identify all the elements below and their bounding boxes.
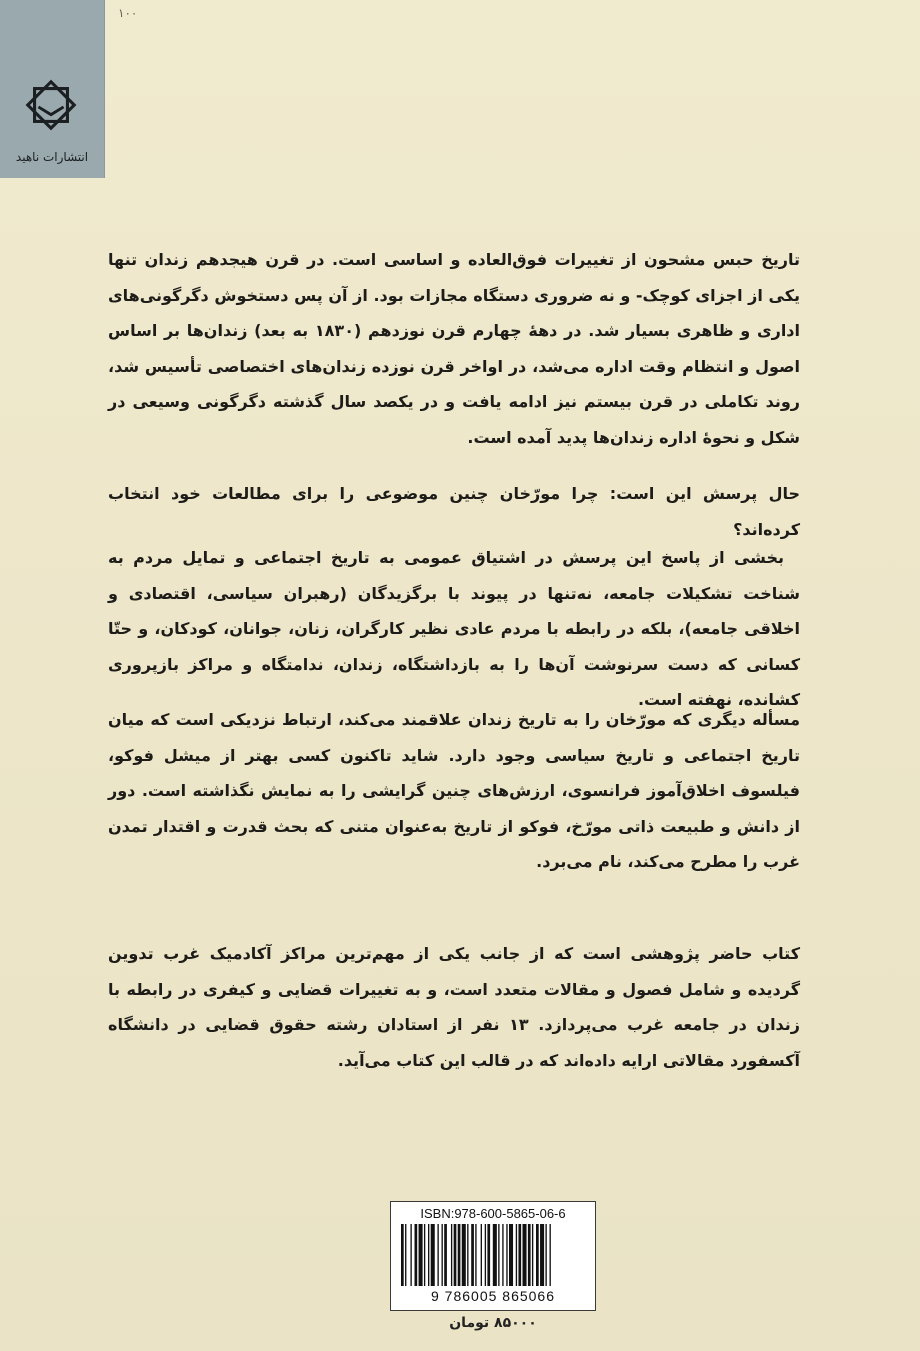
- barcode-bar: [540, 1224, 544, 1286]
- barcode-bar: [506, 1224, 507, 1286]
- publisher-name: انتشارات ناهید: [15, 150, 89, 164]
- paragraph-foucault: مسأله دیگری که مورّخان را به تاریخ زندان علاقمند می‌کند، ارتباط نزدیکی است که میان تاریخ اجتماعی و تاریخ سیاسی وجود دارد. شاید تاکنون کسی بهتر از میشل فوکو، فیلسوف اخلاق‌آموز فرانسوی، ارزش‌های چنین گرایشی را به نمایش نگذاشته است. دور از دانش و طبیعت ذاتی مورّخ، فوکو از تاریخ به‌عنوان متنی که بحث قدرت و اقتدار تمدن غرب را مطرح می‌کند، نام می‌برد.: [108, 710, 800, 871]
- isbn-label: ISBN:978-600-5865-06-6: [420, 1206, 566, 1221]
- barcode-panel: [390, 1201, 596, 1311]
- barcode-bar: [550, 1224, 551, 1286]
- barcode-bar: [467, 1224, 468, 1286]
- barcode-bar: [405, 1224, 406, 1286]
- barcode-bar: [485, 1224, 486, 1286]
- barcode-bar: [523, 1224, 527, 1286]
- barcode-bar: [462, 1224, 466, 1286]
- barcode-bar: [498, 1224, 499, 1286]
- barcode-bars: [401, 1224, 585, 1286]
- barcode-digits: 9 786005 865066: [431, 1288, 555, 1304]
- barcode-bar: [431, 1224, 435, 1286]
- barcode-bar: [410, 1224, 411, 1286]
- handwritten-mark: ١٠٠: [118, 6, 138, 20]
- paragraph-question: حال پرسش این است: چرا مورّخان چنین موضوعی را برای مطالعات خود انتخاب کرده‌اند؟: [108, 484, 800, 539]
- barcode-bar: [532, 1224, 533, 1286]
- barcode-bar: [442, 1224, 443, 1286]
- paragraph-answer: بخشی از پاسخ این پرسش در اشتیاق عمومی به تاریخ اجتماعی و تمایل مردم به شناخت تشکیلات جامعه، نه‌تنها در پیوند با برگزیدگان (رهبران سیاسی، اقتصادی و اخلاقی جامعه)، بلکه در رابطه با مردم عادی نظیر کارگران، زنان، جوانان، کودکان، و حتّا کسانی که دست سرنوشت آن‌ها را به بازداشتگاه، زندان، ندامتگاه و مراکز بازپروری کشانده، نهفته است.: [108, 548, 800, 709]
- barcode-bar: [516, 1224, 517, 1286]
- barcode-bar: [424, 1224, 425, 1286]
- barcode-bar: [518, 1224, 521, 1286]
- barcode-bar: [487, 1224, 490, 1286]
- paragraph-book: کتاب حاضر پژوهشی است که از جانب یکی از مهم‌ترین مراکز آکادمیک غرب تدوین گردیده و شامل فصول و مقالات متعدد است، و به تغییرات قضایی و کیفری در رابطه با زندان در جامعه غرب می‌پردازد. ۱۳ نفر از استادان رشته حقوق قضایی در دانشگاه آکسفورد مقالاتی ارایه داده‌اند که در قالب این کتاب می‌آید.: [108, 944, 801, 1070]
- barcode-bar: [419, 1224, 423, 1286]
- barcode-bar: [536, 1224, 539, 1286]
- barcode-bar: [493, 1224, 497, 1286]
- barcode-bar: [528, 1224, 531, 1286]
- barcode-bar: [545, 1224, 546, 1286]
- barcode-bar: [471, 1224, 474, 1286]
- eight-point-star-book-icon: [22, 76, 80, 134]
- barcode-bar: [444, 1224, 447, 1286]
- barcode-bar: [428, 1224, 429, 1286]
- publisher-tab: [0, 0, 105, 178]
- barcode-bar: [451, 1224, 452, 1286]
- barcode-bar: [509, 1224, 513, 1286]
- barcode-bar: [401, 1224, 404, 1286]
- barcode-bar: [415, 1224, 418, 1286]
- barcode-bar: [437, 1224, 438, 1286]
- barcode-bar: [458, 1224, 461, 1286]
- price-label: ۸۵۰۰۰ تومان: [449, 1315, 537, 1331]
- barcode-bar: [454, 1224, 457, 1286]
- barcode-bar: [502, 1224, 503, 1286]
- barcode-bar: [481, 1224, 482, 1286]
- barcode-bar: [475, 1224, 476, 1286]
- paragraph-history: تاریخ حبس مشحون از تغییرات فوق‌العاده و اساسی است. در قرن هیجدهم زندان تنها یکی از اجزای کوچک- و نه ضروری دستگاه مجازات بود. از آن پس دستخوش دگرگونی‌های اداری و ظاهری بسیار شد. در دههٔ چهارم قرن نوزدهم (۱۸۳۰ به بعد) زندان‌ها بر اساس اصول و انتظام وقت اداره می‌شد، در اواخر قرن نوزده زندان‌های اختصاصی تأسیس شد، روند تکاملی در قرن بیستم نیز ادامه یافت و در یکصد سال گذشته دگرگونی وسیعی در شکل و نحوهٔ اداره زندان‌ها پدید آمده است.: [108, 250, 801, 447]
